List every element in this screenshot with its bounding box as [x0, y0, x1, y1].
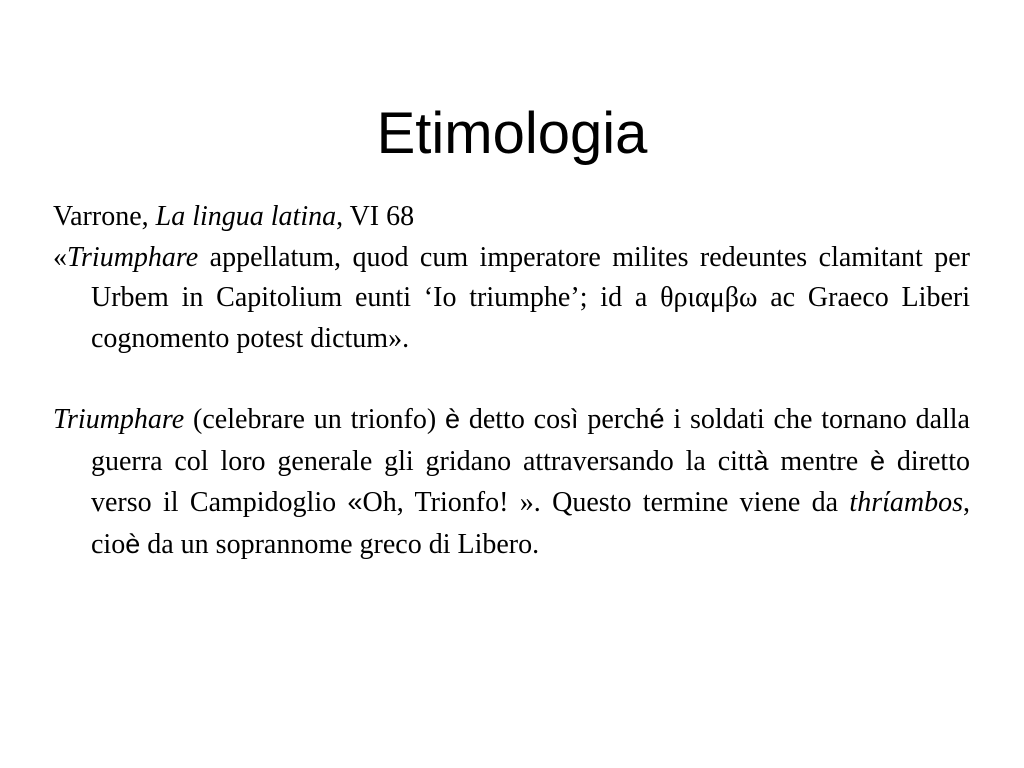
quote-greek-word: θριαμβω: [660, 282, 758, 313]
quote-open-guillemet: «: [53, 241, 67, 273]
translation-exclamation: Oh, Trionfo! ».: [362, 487, 541, 518]
quote-text-2: ; id a: [579, 282, 661, 313]
translation-text-8: Questo termine viene da: [540, 487, 850, 518]
translation-text-9: , cio: [91, 487, 970, 560]
translation-accent-2: ì: [571, 404, 579, 434]
quote-text-1: appellatum, quod cum imperatore milites redeuntes clamitant per Urbem in Capitolium eunti: [91, 241, 970, 313]
translation-guillemet: «: [347, 487, 363, 517]
translation-text-4: i soldati che tornano dalla guerra col loro generale gli gridano attraversando la citt: [91, 404, 970, 477]
source-work: La lingua latina: [155, 201, 337, 232]
source-reference: , VI 68: [336, 201, 415, 232]
translation-keyword: Triumphare: [53, 404, 185, 435]
source-citation: [53, 197, 970, 238]
translation-text-3: perch: [578, 404, 650, 435]
quote-text-3: ac Graeco Liberi cognomento potest dictum».: [91, 282, 970, 354]
quote-right-quote: ’: [570, 282, 580, 313]
translation-text-5: mentre: [768, 445, 870, 477]
quote-phrase: Io triumphe: [433, 282, 571, 313]
latin-quote: [53, 238, 970, 360]
translation-greek-term: thrίambos: [849, 487, 963, 518]
translation-text-10: da un soprannome greco di Libero.: [140, 528, 540, 560]
translation-accent-4: à: [753, 445, 769, 476]
quote-left-quote: ‘: [423, 282, 434, 313]
slide-body: [53, 197, 970, 565]
translation-accent-3: é: [649, 404, 665, 434]
translation-accent-5: è: [870, 445, 886, 476]
translation-text-2: detto cos: [460, 404, 571, 435]
quote-keyword: Triumphare: [67, 241, 199, 273]
translation-text-6: diretto verso il Campidoglio: [91, 445, 970, 518]
translation-accent-6: è: [125, 528, 141, 559]
source-author: Varrone,: [53, 201, 156, 232]
translation-accent-1: è: [444, 404, 461, 434]
italian-translation: [53, 399, 970, 565]
translation-text-1: (celebrare un trionfo): [184, 404, 445, 435]
slide-title: Etimologia: [376, 101, 648, 166]
